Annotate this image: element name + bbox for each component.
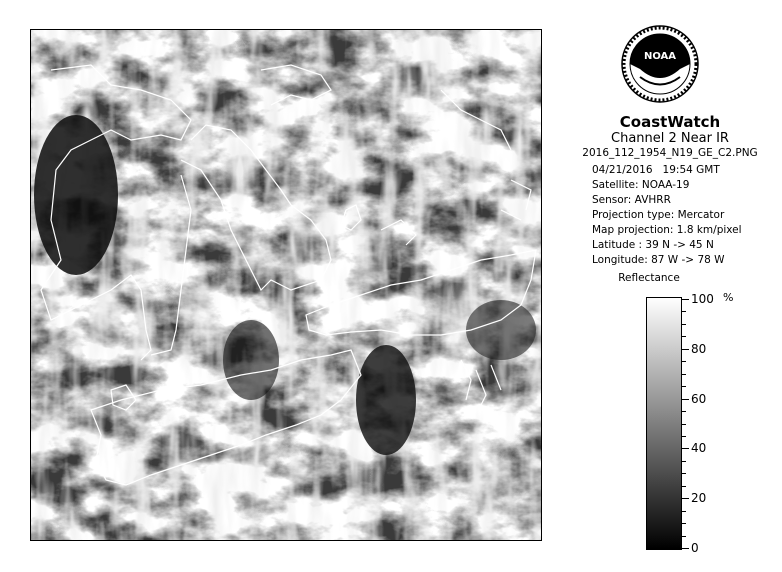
satellite-image — [30, 29, 542, 541]
date: 04/21/2016 — [592, 164, 653, 176]
colorbar-unit: % — [723, 291, 734, 304]
colorbar-tick-label: 60 — [691, 391, 707, 406]
colorbar-minor-tick — [682, 349, 686, 350]
colorbar-tick-label: 0 — [691, 541, 699, 555]
satellite-label: Satellite: NOAA-19 — [592, 179, 690, 191]
colorbar-minor-tick — [682, 461, 686, 462]
channel-label: Channel 2 Near IR — [611, 131, 729, 146]
colorbar-minor-tick — [682, 336, 686, 337]
map-projection: Map projection: 1.8 km/pixel — [592, 224, 742, 236]
colorbar-minor-tick — [682, 386, 686, 387]
colorbar-tick-label: 40 — [691, 441, 707, 456]
filename: 2016_112_1954_N19_GE_C2.PNG — [582, 147, 758, 159]
latitude-range: Latitude : 39 N -> 45 N — [592, 239, 714, 251]
sensor-label: Sensor: AVHRR — [592, 194, 671, 206]
colorbar-tick-label: 20 — [691, 491, 707, 506]
colorbar-minor-tick — [682, 324, 686, 325]
cloud-imagery — [31, 30, 542, 541]
colorbar-minor-tick — [682, 424, 686, 425]
noaa-logo — [620, 17, 700, 111]
colorbar-minor-tick — [682, 448, 686, 449]
colorbar-minor-tick — [682, 473, 686, 474]
longitude-range: Longitude: 87 W -> 78 W — [592, 254, 725, 266]
colorbar-tick-label: 80 — [691, 341, 707, 356]
date-time — [592, 164, 720, 176]
colorbar-minor-tick — [682, 311, 686, 312]
colorbar — [646, 297, 682, 550]
colorbar-minor-tick — [682, 374, 686, 375]
colorbar-title: Reflectance — [618, 272, 680, 284]
projection-type: Projection type: Mercator — [592, 209, 725, 221]
time: 19:54 GMT — [662, 164, 720, 176]
colorbar-minor-tick — [682, 536, 686, 537]
colorbar-minor-tick — [682, 548, 686, 549]
colorbar-minor-tick — [682, 361, 686, 362]
colorbar-minor-tick — [682, 523, 686, 524]
logo-text: NOAA — [643, 51, 677, 62]
colorbar-minor-tick — [682, 399, 686, 400]
colorbar-minor-tick — [682, 511, 686, 512]
colorbar-minor-tick — [682, 411, 686, 412]
colorbar-minor-tick — [682, 436, 686, 437]
colorbar-tick-label: 100 — [691, 292, 714, 306]
brand-title: CoastWatch — [619, 113, 721, 131]
colorbar-minor-tick — [682, 486, 686, 487]
colorbar-minor-tick — [682, 498, 686, 499]
colorbar-minor-tick — [682, 299, 686, 300]
